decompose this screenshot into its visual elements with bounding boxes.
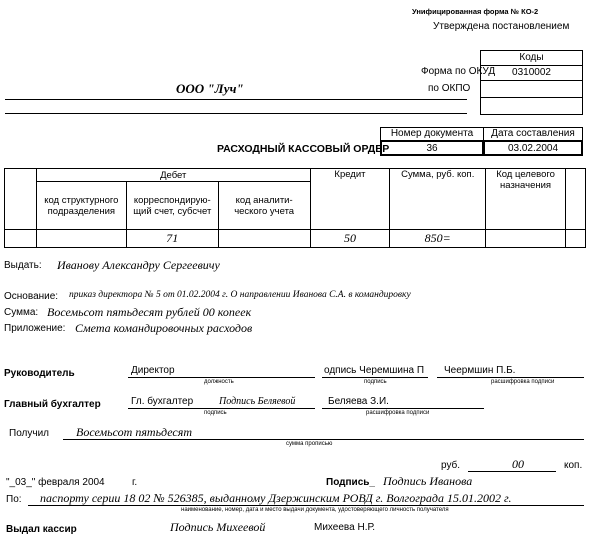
- struct-code-cell: [36, 230, 126, 248]
- codes-header: Коды: [480, 50, 583, 66]
- received-label: Получил: [9, 428, 49, 439]
- corr-account-cell: 71: [126, 230, 218, 248]
- accountant-position: Гл. бухгалтер: [131, 396, 194, 407]
- basis-value: приказ директора № 5 от 01.02.2004 г. О направлении Иванова С.А. в командировку: [69, 290, 411, 300]
- accountant-sign-caption: подпись: [204, 410, 227, 416]
- order-title: РАСХОДНЫЙ КАССОВЫЙ ОРДЕР: [217, 143, 390, 155]
- kop-value: 00: [512, 457, 524, 471]
- form-name: Унифицированная форма № КО-2: [412, 7, 539, 16]
- analytic-code-cell: [218, 230, 310, 248]
- by-label: По:: [6, 494, 22, 505]
- words-caption: сумма прописью: [286, 441, 333, 447]
- decode-caption: расшифровка подписи: [491, 379, 555, 385]
- doc-number: 36: [380, 140, 484, 156]
- head-position: Директор: [131, 365, 175, 376]
- head-signature-line: [322, 377, 428, 378]
- accounts-table: [4, 168, 586, 248]
- purpose-code-cell: [486, 230, 566, 248]
- rub-label: руб.: [441, 460, 461, 471]
- by-line: [28, 505, 584, 506]
- by-caption: наименование, номер, дата и место выдачи документа, удостоверяющего личность получателя: [181, 507, 449, 513]
- issue-value: Иванову Александру Сергеевичу: [57, 258, 220, 272]
- head-name-line: [437, 377, 584, 378]
- basis-label: Основание:: [4, 291, 59, 302]
- accountant-label: Главный бухгалтер: [4, 399, 101, 410]
- cashier-name: Михеева Н.Р.: [314, 522, 376, 533]
- credit-cell: 50: [310, 230, 390, 248]
- issue-label: Выдать:: [4, 260, 42, 271]
- struct-code-header: код структурного подразделения: [36, 182, 126, 230]
- kop-label: коп.: [564, 460, 583, 471]
- attachment-label: Приложение:: [4, 323, 66, 334]
- doc-date: 03.02.2004: [483, 140, 583, 156]
- okpo-label: по ОКПО: [428, 83, 471, 94]
- accountant-signature: Подпись Беляевой: [219, 396, 296, 407]
- sign-label: Подпись_: [326, 477, 375, 488]
- org-underline: [5, 99, 467, 100]
- attachment-value: Смета командировочных расходов: [75, 321, 253, 335]
- accountant-sign-line: [128, 408, 315, 409]
- code-box-empty: [480, 97, 583, 115]
- approved-text: Утверждена постановлением: [433, 21, 570, 32]
- recipient-signature: Подпись Иванова: [383, 474, 473, 488]
- year-suffix: г.: [132, 477, 138, 488]
- position-caption: должность: [204, 379, 234, 385]
- division-underline: [5, 113, 467, 114]
- cashier-signature: Подпись Михеевой: [170, 520, 266, 534]
- date-label: Дата составления: [483, 127, 583, 141]
- credit-header: Кредит: [310, 169, 390, 230]
- head-label: Руководитель: [4, 368, 75, 379]
- cashier-label: Выдал кассир: [6, 524, 77, 535]
- purpose-code-header: Код целевого назначения: [486, 169, 566, 230]
- head-position-line: [128, 377, 315, 378]
- table-row: [5, 230, 586, 248]
- sum-cell: 850=: [390, 230, 486, 248]
- okud-value: 0310002: [480, 65, 583, 81]
- received-value: Восемьсот пятьдесят: [76, 425, 192, 439]
- doc-number-label: Номер документа: [380, 127, 484, 141]
- accountant-name: Беляева З.И.: [328, 396, 389, 407]
- debit-header: Дебет: [36, 169, 310, 182]
- by-value: паспорту серии 18 02 № 526385, выданному Дзержинским РОВД г. Волгограда 15.01.2002 г.: [40, 491, 512, 505]
- sum-value: Восемьсот пятьдесят рублей 00 копеек: [47, 305, 252, 319]
- date-text: "_03_" февраля 2004: [6, 477, 105, 488]
- sum-header: Сумма, руб. коп.: [390, 169, 486, 230]
- signature-caption: подпись: [364, 379, 387, 385]
- analytic-code-header: код аналити-ческого учета: [218, 182, 310, 230]
- received-line: [63, 439, 584, 440]
- corr-account-header: корреспондирую-щий счет, субсчет: [126, 182, 218, 230]
- organization-name: ООО "Луч": [176, 81, 244, 96]
- okpo-value: [480, 80, 583, 98]
- head-signature: одпись Черемшина П: [324, 365, 425, 376]
- head-name: Чеермшин П.Б.: [444, 365, 516, 376]
- okud-label: Форма по ОКУД: [421, 66, 496, 77]
- sum-label: Сумма:: [4, 307, 39, 318]
- accountant-name-line: [322, 408, 484, 409]
- accountant-decode-caption: расшифровка подписи: [366, 410, 430, 416]
